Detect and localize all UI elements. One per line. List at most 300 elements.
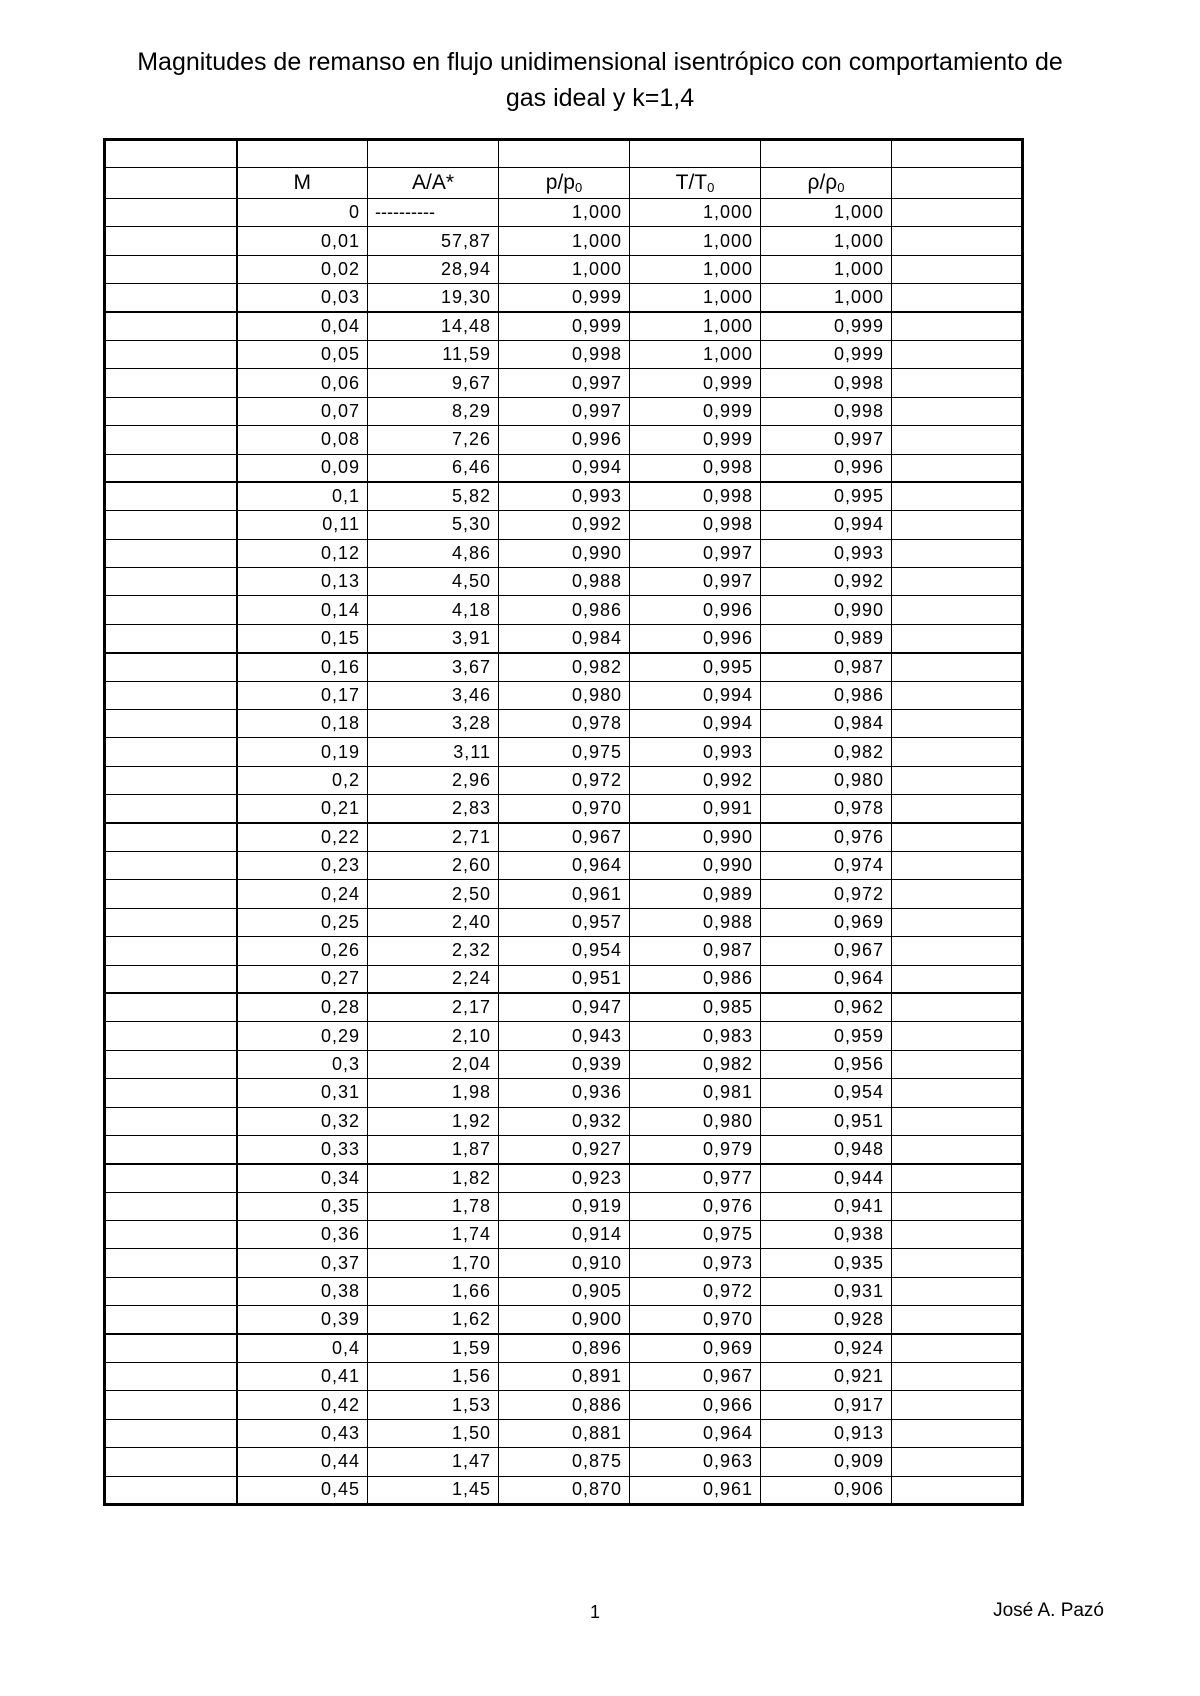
temperature-ratio-cell: 0,991	[630, 795, 761, 823]
pressure-ratio-cell: 0,964	[499, 851, 630, 879]
table-row	[105, 880, 1023, 908]
empty-cell	[892, 454, 1023, 482]
density-ratio-cell: 0,954	[761, 1079, 892, 1107]
table-row	[105, 482, 1023, 510]
area-ratio-cell: 3,91	[368, 624, 499, 652]
mach-cell: 0,28	[237, 993, 368, 1021]
empty-cell	[892, 823, 1023, 851]
pressure-ratio-cell: 0,986	[499, 596, 630, 624]
density-ratio-cell: 0,995	[761, 482, 892, 510]
author-name: José A. Pazó	[993, 1600, 1104, 1621]
density-ratio-cell: 0,931	[761, 1277, 892, 1305]
pressure-ratio-cell: 0,914	[499, 1221, 630, 1249]
area-ratio-cell: 2,40	[368, 908, 499, 936]
pressure-ratio-cell: 0,988	[499, 568, 630, 596]
empty-cell	[892, 880, 1023, 908]
table-row	[105, 397, 1023, 425]
area-ratio-cell: 3,46	[368, 681, 499, 709]
empty-cell	[105, 908, 237, 936]
area-ratio-cell: 1,98	[368, 1079, 499, 1107]
area-ratio-cell: 1,56	[368, 1363, 499, 1391]
empty-cell	[892, 397, 1023, 425]
pressure-ratio-cell: 0,975	[499, 738, 630, 766]
empty-cell	[892, 993, 1023, 1021]
empty-cell	[892, 312, 1023, 340]
mach-cell: 0,38	[237, 1277, 368, 1305]
empty-cell	[892, 511, 1023, 539]
pressure-ratio-cell: 0,896	[499, 1334, 630, 1362]
empty-cell	[892, 937, 1023, 965]
empty-cell	[892, 1363, 1023, 1391]
table-row	[105, 993, 1023, 1021]
empty-cell	[892, 199, 1023, 227]
pressure-ratio-cell: 0,870	[499, 1476, 630, 1504]
empty-cell	[892, 284, 1023, 312]
pressure-ratio-cell: 0,919	[499, 1192, 630, 1220]
empty-cell	[105, 1050, 237, 1078]
table-row	[105, 255, 1023, 283]
empty-cell	[105, 880, 237, 908]
table-row	[105, 1164, 1023, 1192]
empty-cell	[105, 539, 237, 567]
empty-cell	[105, 284, 237, 312]
table-row	[105, 965, 1023, 993]
mach-cell: 0,01	[237, 227, 368, 255]
density-ratio-cell: 0,978	[761, 795, 892, 823]
density-ratio-cell: 0,987	[761, 653, 892, 681]
density-ratio-cell: 0,974	[761, 851, 892, 879]
empty-cell	[105, 596, 237, 624]
mach-cell: 0,4	[237, 1334, 368, 1362]
empty-cell	[105, 965, 237, 993]
empty-cell	[892, 965, 1023, 993]
table-row	[105, 1448, 1023, 1476]
area-ratio-cell: 3,11	[368, 738, 499, 766]
area-ratio-cell: 9,67	[368, 369, 499, 397]
density-ratio-cell: 1,000	[761, 284, 892, 312]
empty-cell	[105, 312, 237, 340]
empty-cell	[105, 1192, 237, 1220]
empty-cell	[105, 1164, 237, 1192]
pressure-ratio-cell: 0,972	[499, 766, 630, 794]
empty-cell	[237, 140, 368, 168]
pressure-ratio-cell: 0,957	[499, 908, 630, 936]
empty-cell	[105, 738, 237, 766]
temperature-ratio-cell: 0,995	[630, 653, 761, 681]
temperature-ratio-cell: 0,997	[630, 539, 761, 567]
area-ratio-cell: 1,66	[368, 1277, 499, 1305]
area-ratio-cell: 1,53	[368, 1391, 499, 1419]
header-area-ratio: A/A*	[368, 168, 499, 199]
mach-cell: 0,27	[237, 965, 368, 993]
pressure-ratio-cell: 0,905	[499, 1277, 630, 1305]
area-ratio-cell: 1,70	[368, 1249, 499, 1277]
empty-cell	[105, 937, 237, 965]
empty-cell	[892, 766, 1023, 794]
page-number: 1	[590, 1602, 601, 1622]
density-ratio-cell: 0,999	[761, 312, 892, 340]
mach-cell: 0,09	[237, 454, 368, 482]
mach-cell: 0,43	[237, 1419, 368, 1447]
mach-cell: 0,25	[237, 908, 368, 936]
empty-cell	[892, 568, 1023, 596]
isentropic-flow-table	[103, 138, 1024, 1506]
empty-cell	[892, 1249, 1023, 1277]
mach-cell: 0,29	[237, 1022, 368, 1050]
temperature-ratio-cell: 0,967	[630, 1363, 761, 1391]
mach-cell: 0,16	[237, 653, 368, 681]
pressure-ratio-cell: 0,961	[499, 880, 630, 908]
density-ratio-cell: 0,989	[761, 624, 892, 652]
empty-cell	[892, 1448, 1023, 1476]
density-ratio-cell: 0,996	[761, 454, 892, 482]
temperature-ratio-cell: 0,970	[630, 1306, 761, 1334]
density-ratio-cell: 0,906	[761, 1476, 892, 1504]
temperature-ratio-cell: 0,975	[630, 1221, 761, 1249]
empty-cell	[105, 426, 237, 454]
empty-cell	[892, 1107, 1023, 1135]
mach-cell: 0,33	[237, 1135, 368, 1163]
mach-cell: 0,31	[237, 1079, 368, 1107]
table-row	[105, 369, 1023, 397]
density-ratio-cell: 0,982	[761, 738, 892, 766]
pressure-ratio-cell: 1,000	[499, 255, 630, 283]
mach-cell: 0,39	[237, 1306, 368, 1334]
header-mach: M	[237, 168, 368, 199]
temperature-ratio-cell: 0,972	[630, 1277, 761, 1305]
density-ratio-cell: 1,000	[761, 199, 892, 227]
density-ratio-cell: 0,924	[761, 1334, 892, 1362]
empty-cell	[105, 1277, 237, 1305]
empty-cell	[105, 710, 237, 738]
mach-cell: 0,3	[237, 1050, 368, 1078]
pressure-ratio-cell: 0,984	[499, 624, 630, 652]
area-ratio-cell: 11,59	[368, 340, 499, 368]
pressure-ratio-cell: 0,996	[499, 426, 630, 454]
table-row	[105, 766, 1023, 794]
empty-cell	[892, 795, 1023, 823]
temperature-ratio-cell: 0,981	[630, 1079, 761, 1107]
temperature-ratio-cell: 0,979	[630, 1135, 761, 1163]
empty-cell	[105, 511, 237, 539]
pressure-ratio-cell: 0,910	[499, 1249, 630, 1277]
empty-cell	[105, 1363, 237, 1391]
mach-cell: 0,13	[237, 568, 368, 596]
area-ratio-cell: 2,60	[368, 851, 499, 879]
temperature-ratio-cell: 0,961	[630, 1476, 761, 1504]
empty-cell	[892, 227, 1023, 255]
empty-cell	[105, 1448, 237, 1476]
table-row	[105, 1391, 1023, 1419]
density-ratio-cell: 0,921	[761, 1363, 892, 1391]
empty-cell	[105, 1334, 237, 1362]
table-row	[105, 1050, 1023, 1078]
empty-cell	[892, 1391, 1023, 1419]
header-temperature-ratio: $T/T_0$	[630, 168, 761, 199]
table-row	[105, 710, 1023, 738]
pressure-ratio-cell: 0,900	[499, 1306, 630, 1334]
empty-cell	[892, 681, 1023, 709]
density-ratio-cell: 0,997	[761, 426, 892, 454]
mach-cell: 0,05	[237, 340, 368, 368]
density-ratio-cell: 0,964	[761, 965, 892, 993]
temperature-ratio-cell: 0,987	[630, 937, 761, 965]
table-row	[105, 1419, 1023, 1447]
temperature-ratio-cell: 1,000	[630, 227, 761, 255]
empty-cell	[105, 1135, 237, 1163]
mach-cell: 0,2	[237, 766, 368, 794]
mach-cell: 0,1	[237, 482, 368, 510]
area-ratio-cell: 4,50	[368, 568, 499, 596]
table-row	[105, 426, 1023, 454]
empty-cell	[892, 1079, 1023, 1107]
empty-cell	[105, 454, 237, 482]
empty-cell	[105, 369, 237, 397]
pressure-ratio-cell: 1,000	[499, 227, 630, 255]
pressure-ratio-cell: 0,881	[499, 1419, 630, 1447]
table-row	[105, 653, 1023, 681]
area-ratio-cell: ----------	[368, 199, 499, 227]
empty-cell	[892, 1419, 1023, 1447]
empty-cell	[105, 1022, 237, 1050]
temperature-ratio-cell: 0,994	[630, 681, 761, 709]
temperature-ratio-cell: 0,980	[630, 1107, 761, 1135]
pressure-ratio-cell: 0,990	[499, 539, 630, 567]
table-row	[105, 1192, 1023, 1220]
empty-cell	[892, 1277, 1023, 1305]
mach-cell: 0,17	[237, 681, 368, 709]
blank-row	[105, 140, 1023, 168]
mach-cell: 0,26	[237, 937, 368, 965]
table-row	[105, 823, 1023, 851]
density-ratio-cell: 0,990	[761, 596, 892, 624]
density-ratio-cell: 0,998	[761, 397, 892, 425]
empty-cell	[105, 823, 237, 851]
pressure-ratio-cell: 0,927	[499, 1135, 630, 1163]
temperature-ratio-cell: 1,000	[630, 312, 761, 340]
pressure-ratio-cell: 0,951	[499, 965, 630, 993]
density-ratio-cell: 0,928	[761, 1306, 892, 1334]
mach-cell: 0,35	[237, 1192, 368, 1220]
empty-cell	[892, 653, 1023, 681]
empty-cell	[105, 681, 237, 709]
pressure-ratio-cell: 0,999	[499, 284, 630, 312]
temperature-ratio-cell: 0,969	[630, 1334, 761, 1362]
empty-cell	[105, 568, 237, 596]
empty-cell	[105, 766, 237, 794]
empty-cell	[105, 795, 237, 823]
mach-cell: 0,15	[237, 624, 368, 652]
mach-cell: 0,21	[237, 795, 368, 823]
density-ratio-cell: 0,917	[761, 1391, 892, 1419]
pressure-ratio-cell: 0,947	[499, 993, 630, 1021]
empty-cell	[105, 993, 237, 1021]
mach-cell: 0,32	[237, 1107, 368, 1135]
empty-cell	[105, 1249, 237, 1277]
temperature-ratio-cell: 0,989	[630, 880, 761, 908]
density-ratio-cell: 0,976	[761, 823, 892, 851]
temperature-ratio-cell: 0,986	[630, 965, 761, 993]
density-ratio-cell: 0,951	[761, 1107, 892, 1135]
table-row	[105, 1476, 1023, 1504]
temperature-ratio-cell: 0,998	[630, 482, 761, 510]
table-row	[105, 568, 1023, 596]
pressure-ratio-cell: 0,997	[499, 397, 630, 425]
empty-cell	[105, 1419, 237, 1447]
empty-cell	[892, 426, 1023, 454]
temperature-ratio-cell: 1,000	[630, 340, 761, 368]
area-ratio-cell: 8,29	[368, 397, 499, 425]
mach-cell: 0,18	[237, 710, 368, 738]
mach-cell: 0,42	[237, 1391, 368, 1419]
area-ratio-cell: 1,47	[368, 1448, 499, 1476]
area-ratio-cell: 2,17	[368, 993, 499, 1021]
area-ratio-cell: 6,46	[368, 454, 499, 482]
temperature-ratio-cell: 0,996	[630, 596, 761, 624]
table-row	[105, 199, 1023, 227]
table-row	[105, 908, 1023, 936]
pressure-ratio-cell: 0,936	[499, 1079, 630, 1107]
temperature-ratio-cell: 0,996	[630, 624, 761, 652]
empty-cell	[892, 255, 1023, 283]
temperature-ratio-cell: 0,997	[630, 568, 761, 596]
empty-cell	[105, 1107, 237, 1135]
empty-cell	[892, 596, 1023, 624]
pressure-ratio-cell: 0,923	[499, 1164, 630, 1192]
mach-cell: 0,11	[237, 511, 368, 539]
temperature-ratio-cell: 0,999	[630, 369, 761, 397]
mach-cell: 0,07	[237, 397, 368, 425]
title-line-1: Magnitudes de remanso en flujo unidimensional isentrópico con comportamiento de	[137, 48, 1063, 76]
area-ratio-cell: 2,96	[368, 766, 499, 794]
table-row	[105, 1277, 1023, 1305]
header-density-ratio: $\rho/\rho_0$	[761, 168, 892, 199]
mach-cell: 0,24	[237, 880, 368, 908]
mach-cell: 0,44	[237, 1448, 368, 1476]
mach-cell: 0,34	[237, 1164, 368, 1192]
empty-cell	[892, 1334, 1023, 1362]
temperature-ratio-cell: 1,000	[630, 284, 761, 312]
area-ratio-cell: 1,74	[368, 1221, 499, 1249]
density-ratio-cell: 0,959	[761, 1022, 892, 1050]
document-title	[60, 44, 1140, 116]
mach-cell: 0,22	[237, 823, 368, 851]
mach-cell: 0,45	[237, 1476, 368, 1504]
table-row	[105, 1249, 1023, 1277]
empty-cell	[892, 1135, 1023, 1163]
table-row	[105, 681, 1023, 709]
table-row	[105, 795, 1023, 823]
table-row	[105, 1079, 1023, 1107]
table-row	[105, 227, 1023, 255]
table-row	[105, 1022, 1023, 1050]
empty-cell	[105, 653, 237, 681]
pressure-ratio-cell: 0,875	[499, 1448, 630, 1476]
mach-cell: 0,06	[237, 369, 368, 397]
pressure-ratio-cell: 0,993	[499, 482, 630, 510]
density-ratio-cell: 0,944	[761, 1164, 892, 1192]
area-ratio-cell: 28,94	[368, 255, 499, 283]
area-ratio-cell: 3,67	[368, 653, 499, 681]
mach-cell: 0,08	[237, 426, 368, 454]
area-ratio-cell: 1,62	[368, 1306, 499, 1334]
area-ratio-cell: 4,86	[368, 539, 499, 567]
density-ratio-cell: 0,992	[761, 568, 892, 596]
empty-cell	[892, 482, 1023, 510]
mach-cell: 0,14	[237, 596, 368, 624]
empty-cell	[892, 1050, 1023, 1078]
header-pressure-ratio: $p/p_0$	[499, 168, 630, 199]
pressure-ratio-cell: 0,939	[499, 1050, 630, 1078]
density-ratio-cell: 1,000	[761, 227, 892, 255]
density-ratio-cell: 0,962	[761, 993, 892, 1021]
empty-cell	[892, 1164, 1023, 1192]
temperature-ratio-cell: 0,983	[630, 1022, 761, 1050]
area-ratio-cell: 1,50	[368, 1419, 499, 1447]
density-ratio-cell: 0,998	[761, 369, 892, 397]
table-row	[105, 284, 1023, 312]
temperature-ratio-cell: 0,976	[630, 1192, 761, 1220]
mach-cell: 0,12	[237, 539, 368, 567]
empty-cell	[105, 255, 237, 283]
empty-cell	[105, 397, 237, 425]
area-ratio-cell: 5,30	[368, 511, 499, 539]
empty-cell	[892, 369, 1023, 397]
empty-cell	[630, 140, 761, 168]
area-ratio-cell: 1,45	[368, 1476, 499, 1504]
empty-cell	[105, 624, 237, 652]
empty-cell	[892, 1192, 1023, 1220]
area-ratio-cell: 1,92	[368, 1107, 499, 1135]
empty-cell	[892, 738, 1023, 766]
mach-cell: 0,02	[237, 255, 368, 283]
density-ratio-cell: 0,999	[761, 340, 892, 368]
temperature-ratio-cell: 0,966	[630, 1391, 761, 1419]
density-ratio-cell: 0,967	[761, 937, 892, 965]
mach-cell: 0,23	[237, 851, 368, 879]
area-ratio-cell: 2,50	[368, 880, 499, 908]
table-row	[105, 340, 1023, 368]
table-row	[105, 738, 1023, 766]
pressure-ratio-cell: 0,932	[499, 1107, 630, 1135]
area-ratio-cell: 1,82	[368, 1164, 499, 1192]
density-ratio-cell: 0,956	[761, 1050, 892, 1078]
pressure-ratio-cell: 0,891	[499, 1363, 630, 1391]
pressure-ratio-cell: 0,967	[499, 823, 630, 851]
table-row	[105, 511, 1023, 539]
title-line-2: gas ideal y k=1,4	[505, 84, 695, 112]
area-ratio-cell: 5,82	[368, 482, 499, 510]
density-ratio-cell: 0,969	[761, 908, 892, 936]
empty-cell	[105, 199, 237, 227]
table-row	[105, 596, 1023, 624]
empty-cell	[368, 140, 499, 168]
area-ratio-cell: 1,87	[368, 1135, 499, 1163]
pressure-ratio-cell: 0,886	[499, 1391, 630, 1419]
empty-cell	[892, 1476, 1023, 1504]
empty-cell	[105, 340, 237, 368]
temperature-ratio-cell: 0,977	[630, 1164, 761, 1192]
density-ratio-cell: 0,986	[761, 681, 892, 709]
empty-cell	[892, 539, 1023, 567]
header-row	[105, 168, 1023, 199]
area-ratio-cell: 14,48	[368, 312, 499, 340]
mach-cell: 0,03	[237, 284, 368, 312]
density-ratio-cell: 1,000	[761, 255, 892, 283]
area-ratio-cell: 57,87	[368, 227, 499, 255]
density-ratio-cell: 0,909	[761, 1448, 892, 1476]
temperature-ratio-cell: 1,000	[630, 255, 761, 283]
